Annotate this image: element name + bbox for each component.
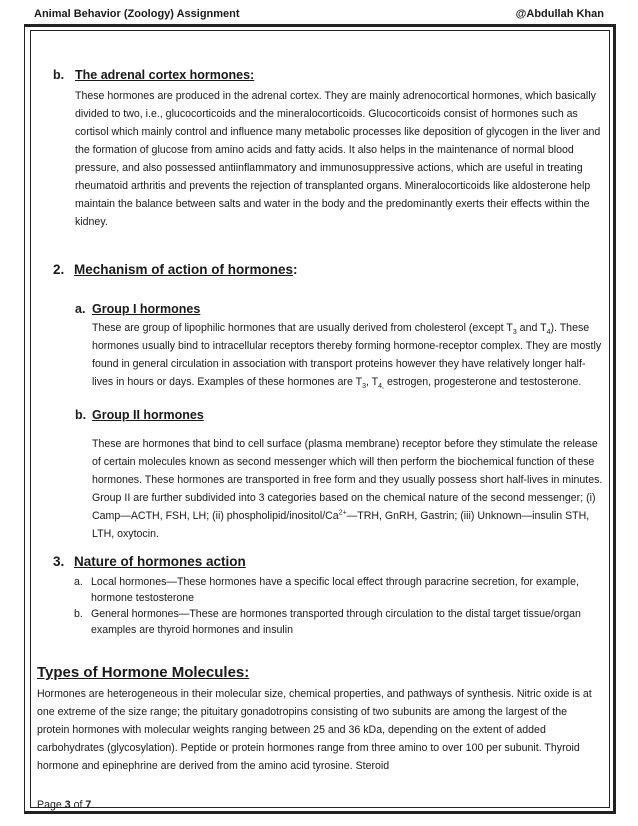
section-title: Nature of hormones action — [74, 554, 246, 569]
list-item-label: a. — [74, 576, 83, 588]
nature-list — [74, 574, 608, 638]
subsection-title: Group II hormones — [92, 408, 204, 422]
header-course-title: Animal Behavior (Zoology) Assignment — [34, 8, 240, 20]
section-title: The adrenal cortex hormones: — [75, 68, 255, 82]
section-mechanism — [53, 260, 608, 280]
page-header — [34, 8, 604, 24]
footer-page-total: 7 — [85, 799, 92, 811]
section-adrenal-cortex — [53, 66, 608, 231]
text-run: ). These hormones usually bind to intracellular receptors thereby forming hormone-receptor complex. They are mostly found in general circulation in association with transport proteins however they have relatively longer half-lives in hours or days. Examples of these hormones are T — [92, 322, 602, 388]
list-item-text: Local hormones—These hormones have a specific local effect through paracrine secretion, for example, hormone testosterone — [91, 576, 579, 604]
subscript: 3 — [362, 383, 366, 391]
text-run: and T — [516, 322, 547, 334]
footer-page-word: Page — [37, 799, 62, 811]
subscript: 4, — [378, 383, 384, 391]
subscript: 3 — [512, 329, 517, 337]
subsection-heading — [75, 407, 605, 423]
page-footer — [37, 799, 91, 811]
section-title: Types of Hormone Molecules: — [37, 664, 250, 681]
section-heading — [53, 260, 608, 280]
subsection-label: b. — [75, 408, 87, 422]
subsection-group-1 — [75, 301, 605, 391]
text-run: estrogen, progesterone and testosterone. — [384, 376, 582, 388]
subsection-group-2 — [75, 407, 605, 543]
list-item — [74, 574, 608, 606]
section-label: b. — [53, 68, 65, 82]
section-title: Mechanism of action of hormones — [74, 262, 294, 277]
subsection-label: a. — [75, 302, 86, 316]
subsection-paragraph — [92, 319, 605, 391]
section-heading — [53, 552, 608, 572]
section-paragraph: These hormones are produced in the adrenal cortex. They are mainly adrenocortical hormones, which basically divided to two, i.e., glucocorticoids and the mineralocorticoids. Glucocorticoids consist of hormones such as cortisol which mainly control and influence many metabolic processes like deposition of glycogen in the liver and the formation of glucose from amino acids and fatty acids. It also helps in the maintenance of normal blood pressure, and also possessed antiinflammatory and immunosuppressive actions, which are useful in treating rheumatoid arthritis and prevents the rejection of transplanted organs. Mineralocorticoids like aldosterone help maintain the balance between salts and water in the body and the predominantly exerts their effects within the kidney. — [75, 90, 601, 228]
subsection-paragraph — [92, 435, 605, 543]
text-run: These are hormones that bind to cell surface (plasma membrane) receptor before they stimulate the release of certain molecules known as second messenger which will then perform the biochemical function of these hormones. These hormones are transported in free form and they usually possess short half-lives in minutes. Group II are further subdivided into 3 categories based on the chemical nature of the second messenger; (i) Camp—ACTH, FSH, LH; (ii) phospholipid/inositol/Ca — [92, 438, 603, 522]
text-run: , T — [365, 376, 379, 388]
section-number: 3. — [53, 554, 65, 569]
subsection-heading — [75, 301, 605, 317]
section-number: 2. — [53, 262, 65, 277]
subsection-title: Group I hormones — [92, 302, 201, 316]
text-run: These are group of lipophilic hormones that are usually derived from cholesterol (except T — [92, 322, 513, 334]
section-nature-of-action — [53, 552, 608, 638]
text-run: —TRH, GnRH, Gastrin; (iii) Unknown—insulin STH, LTH, oxytocin. — [92, 510, 590, 540]
superscript: 2+ — [338, 509, 347, 517]
footer-of-word: of — [73, 799, 83, 811]
section-paragraph: Hormones are heterogeneous in their molecular size, chemical properties, and pathways of synthesis. Nitric oxide is at one extreme of the size range; the pituitary gonadotropins consisting of two subunits are among the largest of the protein hormones with molecular weights ranging between 25 and 36 kDa, depending on the extent of added carbohydrates (glycosylation). Peptide or protein hormones range from three amino to over 100 per subunit. Thyroid hormone and epinephrine are derived from the amino acid tyrosine. Steroid — [37, 688, 592, 772]
list-item — [74, 606, 608, 638]
list-item-label: b. — [74, 608, 83, 620]
section-types-of-hormones — [37, 662, 597, 775]
heading-colon: : — [293, 262, 298, 277]
subscript: 4 — [546, 329, 551, 337]
footer-page-number: 3 — [64, 799, 71, 811]
header-author: @Abdullah Khan — [515, 8, 604, 20]
list-item-text: General hormones—These are hormones transported through circulation to the distal target tissue/organ examples are thyroid hormones and insulin — [91, 608, 581, 636]
section-heading — [53, 66, 608, 84]
